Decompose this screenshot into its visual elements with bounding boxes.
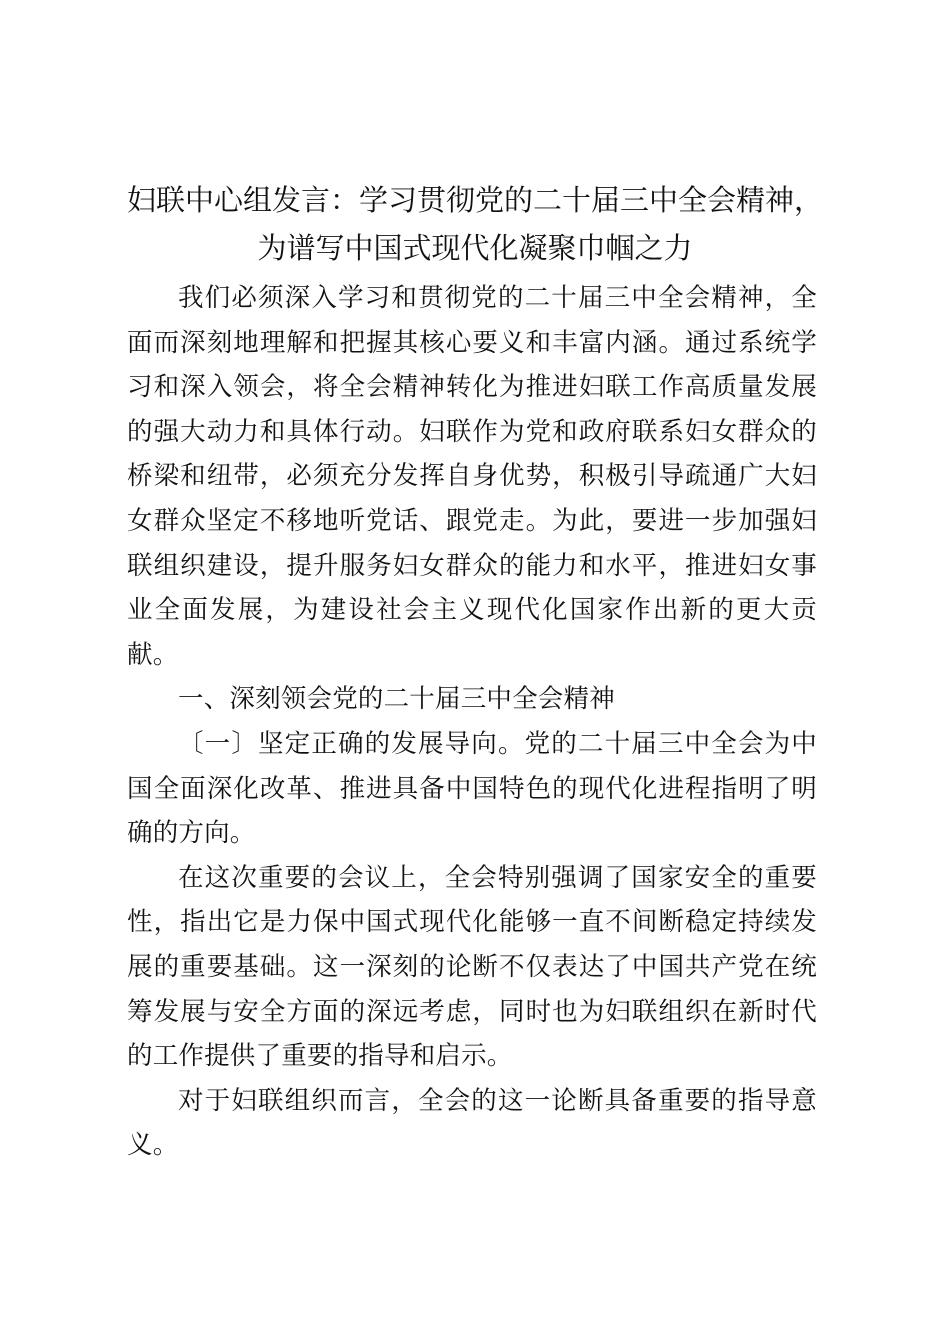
paragraph-guidance: 对于妇联组织而言，全会的这一论断具备重要的指导意义。 [127,1085,817,1161]
paragraph-subsection-1: 〔一〕坚定正确的发展导向。党的二十届三中全会为中国全面深化改革、推进具备中国特色的现代化进程指明了明确的方向。 [127,728,817,849]
paragraph-intro: 我们必须深入学习和贯彻党的二十届三中全会精神，全面而深刻地理解和把握其核心要义和丰富内涵。通过系统学习和深入领会，将全会精神转化为推进妇联工作高质量发展的强大动力和具体行动。妇联作为党和政府联系妇女群众的桥梁和纽带，必须充分发挥自身优势，积极引导疏通广大妇女群众坚定不移地听党话、跟党走。为此，要进一步加强妇联组织建设，提升服务妇女群众的能力和水平，推进妇女事业全面发展，为建设社会主义现代化国家作出新的更大贡献。 [127,283,817,670]
section-heading-1: 一、深刻领会党的二十届三中全会精神 [178,684,615,715]
title-line-2: 为谱写中国式现代化凝聚巾帼之力 [257,231,693,265]
document-body [127,276,817,1168]
title-line-1: 妇联中心组发言：学习贯彻党的二十届三中全会精神， [126,183,823,217]
paragraph-national-security: 在这次重要的会议上，全会特别强调了国家安全的重要性，指出它是力保中国式现代化能够一直不间断稳定持续发展的重要基础。这一深刻的论断不仅表达了中国共产党在统筹发展与安全方面的深远考虑，同时也为妇联组织在新时代的工作提供了重要的指导和启示。 [127,862,817,1072]
document-title [100,176,850,272]
